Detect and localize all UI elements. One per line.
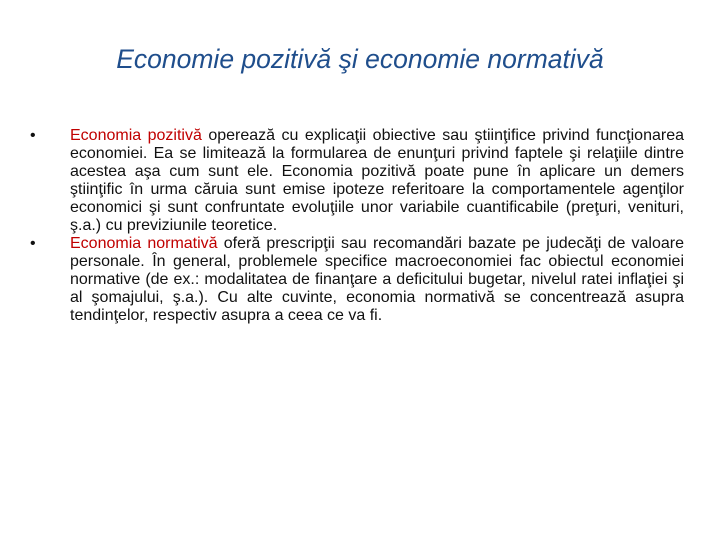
bullet-marker: • — [30, 235, 36, 252]
bullet-item-economia-normativa — [30, 235, 684, 325]
bullet-text: operează cu explicaţii obiective sau ştiinţifice privind funcţionarea economiei. Ea se limitează la formularea de enunţuri privind faptele şi relaţiile dintre acestea aşa cum sunt ele. Economia pozitivă poate pune în aplicare un demers ştiinţific în urma căruia sunt emise ipoteze referitoare la comportamentele agenţilor economici şi sunt confruntate evoluţiile unor variabile cuantificabile (preţuri, venituri, ş.a.) cu previziunile teoretice. — [70, 127, 685, 234]
bullet-item-economia-pozitiva — [30, 127, 684, 235]
bullet-list — [30, 127, 684, 325]
bullet-text: oferă prescripţii sau recomandări bazate pe judecăţi de valoare personale. În general, problemele specifice macroeconomiei fac obiectul economiei normative (de ex.: modalitatea de finanţare a deficitului bugetar, nivelul ratei inflaţiei şi al şomajului, ş.a.). Cu alte cuvinte, economia normativă se concentrează asupra tendinţelor, respectiv asupra a ceea ce va fi. — [70, 235, 685, 324]
slide-title: Economie pozitivă şi economie normativă — [116, 44, 604, 74]
bullet-marker: • — [30, 127, 36, 144]
term-economia-normativa: Economia normativă — [70, 235, 218, 252]
term-economia-pozitiva: Economia pozitivă — [70, 127, 202, 144]
